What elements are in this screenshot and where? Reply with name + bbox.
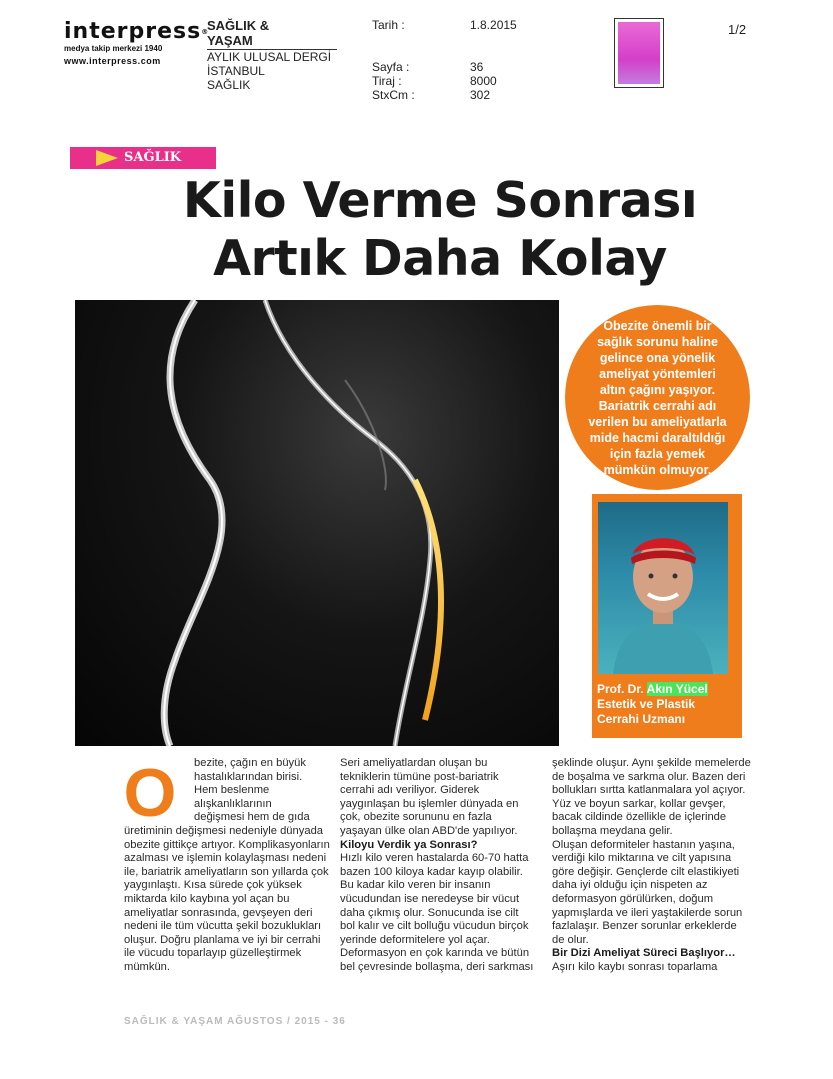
logo-name: interpress — [64, 19, 202, 44]
stxcm-value: 302 — [470, 88, 491, 102]
pullquote-circle: Obezite önemli bir sağlık sorunu haline gelince ona yönelik ameliyat yöntemleri altın çağını yaşıyor. Bariatrik cerrahi adı verilen bu ameliyatlarla mide hacmi daraltıldığı için fazla yemek mümkün olmuyor. — [565, 305, 750, 490]
doctor-caption — [597, 682, 737, 727]
col3-paragraph-1: şeklinde oluşur. Aynı şekilde memelerde de boşalma ve sarkma olur. Bazen deri bollukları sırtta katlanmalara yol açıyor. Yüz ve boyun sarkar, kollar gevşer, bacak cildinde özellikle de içlerinde bollaşma meydana gelir. — [552, 757, 751, 837]
col1-line1: bezite, çağın en büyük — [194, 757, 306, 769]
page-footer: SAĞLIK & YAŞAM AĞUSTOS / 2015 - 36 — [124, 1016, 346, 1027]
date-label: Tarih : — [372, 18, 405, 32]
page-value: 36 — [470, 60, 484, 74]
article-column-2 — [340, 757, 535, 975]
silhouette-illustration — [75, 300, 559, 746]
col1-line3: Hem beslenme — [194, 784, 270, 797]
publication-category: SAĞLIK — [207, 78, 251, 92]
doctor-title: Prof. Dr. — [597, 682, 644, 696]
logo-tagline: medya takip merkezi 1940 — [64, 44, 163, 53]
circulation-label: Tiraj : — [372, 74, 402, 88]
col1-line2: hastalıklarından birisi. — [194, 770, 303, 783]
doctor-role-line1: Estetik ve Plastik — [597, 697, 696, 711]
page-label: Sayfa : — [372, 60, 410, 74]
arrow-icon — [96, 150, 118, 166]
publication-city: İSTANBUL — [207, 64, 265, 78]
registered-mark: ® — [201, 28, 210, 36]
article-headline — [130, 172, 750, 288]
circulation-value: 8000 — [470, 74, 497, 88]
date-value: 1.8.2015 — [470, 18, 517, 32]
headline-line2: Artık Daha Kolay — [213, 230, 667, 287]
article-column-3 — [552, 757, 752, 975]
col1-text: üretiminin değişmesi nedeniyle dünyada obezite gittikçe artıyor. Komplikasyonların azalması ve işlemin kolaylaşması nedeni ile, bariatrik ameliyatların son yıllarda çok yaygınlaştı. Kısa sürede çok yüksek miktarda kilo kaybına yol açan bu ameliyatlar sonrasında, gevşeyen deri nedeni ile tüm vücutta şekil bozuklukları oluşur. Doğru planlama ve iyi bir cerrahi ile vücudu toparlayıp güzelleştirmek mümkün. — [124, 824, 330, 973]
col3-paragraph-2: Oluşan deformiteler hastanın yaşına, verdiği kilo miktarına ve cilt yapısına göre değişir. Gençlerde cilt elastikiyeti daha iyi olduğu için nispeten az deformasyon görülürken, doğum yapmışlarda ve ileri yaştakilerde sorun fazlalaşır. Benzer sorunlar erkeklerde de olur. — [552, 838, 743, 946]
publication-title-line2: YAŞAM — [207, 33, 253, 48]
body-silhouette-photo — [75, 300, 559, 746]
page-thumbnail — [614, 18, 664, 88]
publication-type: AYLIK ULUSAL DERGİ — [207, 50, 332, 64]
publication-title-line1: SAĞLIK & — [207, 18, 270, 33]
col2-paragraph-1: Seri ameliyatlardan oluşan bu tekniklerin tümüne post-bariatrik cerrahi adı veriliyor. Giderek yaygınlaşan bu işlemler dünyada en çok, obezite sorununu en fazla yaşayan ülke olan ABD'de yapılıyor. — [340, 757, 519, 837]
dropcap-letter: O — [123, 762, 177, 822]
col3-subheading: Bir Dizi Ameliyat Süreci Başlıyor… — [552, 947, 736, 960]
doctor-name: Akın Yücel — [646, 682, 708, 696]
stxcm-label: StxCm : — [372, 88, 415, 102]
doctor-role-line2: Cerrahi Uzmanı — [597, 712, 686, 726]
doctor-photo — [598, 502, 728, 674]
doctor-portrait — [598, 502, 728, 674]
logo-url: www.interpress.com — [64, 56, 161, 66]
meta-labels — [372, 18, 415, 102]
col2-paragraph-2: Hızlı kilo veren hastalarda 60-70 hatta bazen 100 kiloya kadar kayıp olabilir. Bu kadar kilo veren bir insanın vücudundan ise neredeyse bir vücut daha çıkmış olur. Sonucunda ise cilt bol kalır ve cilt bolluğu vücudun birçok yerinde deformitelere yol açar. Deformasyon en çok karında ve bütün bel çevresinde bollaşma, deri sarkması — [340, 852, 534, 973]
section-label: SAĞLIK — [124, 150, 182, 165]
headline-line1: Kilo Verme Sonrası — [182, 172, 698, 229]
col1-line4: alışkanlıklarının — [194, 797, 272, 810]
publication-info — [207, 18, 337, 92]
col2-subheading: Kiloyu Verdik ya Sonrası? — [340, 838, 478, 851]
article-column-1 — [124, 757, 334, 975]
meta-values — [470, 18, 517, 102]
page-indicator: 1/2 — [728, 22, 747, 37]
section-tag — [70, 147, 216, 169]
col1-line5: değişmesi hem de gıda — [194, 811, 310, 824]
interpress-logo — [64, 19, 210, 68]
publication-title — [207, 18, 337, 50]
doctor-card — [592, 494, 742, 738]
col3-paragraph-3: Aşırı kilo kaybı sonrası toparlama — [552, 960, 718, 973]
